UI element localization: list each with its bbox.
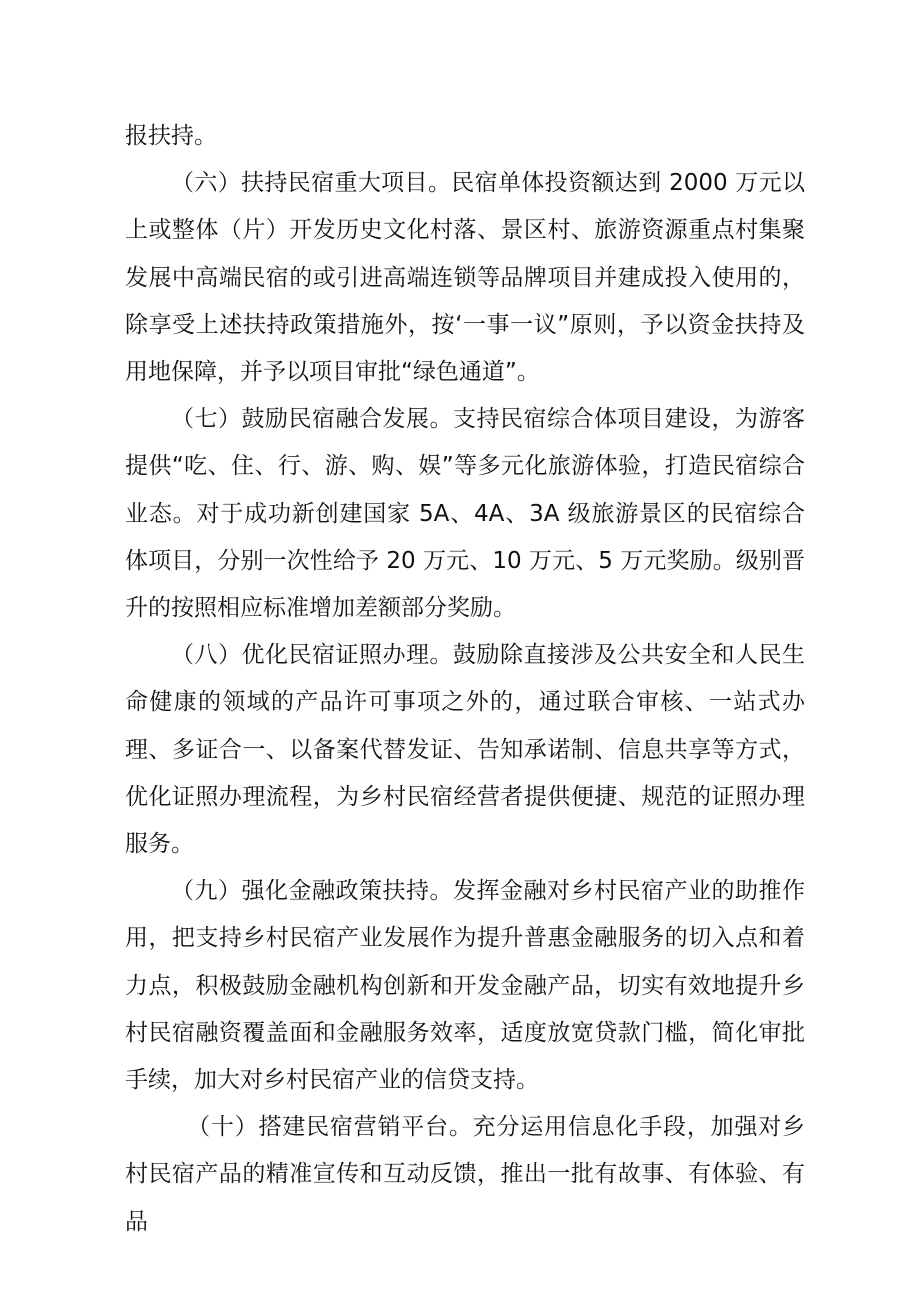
paragraph-item-8: （八）优化民宿证照办理。鼓励除直接涉及公共安全和人民生命健康的领域的产品许可事项之外的，通过联合审核、一站式办理、多证合一、以备案代替发证、告知承诺制、信息共享等方式，优化证照办理流程，为乡村民宿经营者提供便捷、规范的证照办理服务。 bbox=[125, 642, 805, 858]
document-body bbox=[125, 113, 805, 1246]
paragraph-item-6: （六）扶持民宿重大项目。民宿单体投资额达到 2000 万元以上或整体（片）开发历史文化村落、景区村、旅游资源重点村集聚发展中高端民宿的或引进高端连锁等品牌项目并建成投入使用的，除享受上述扶持政策措施外，按‘一事一议”原则，予以资金扶持及用地保障，并予以项目审批“绿色通道”。 bbox=[125, 170, 805, 386]
paragraph-item-9: （九）强化金融政策扶持。发挥金融对乡村民宿产业的助推作用，把支持乡村民宿产业发展作为提升普惠金融服务的切入点和着力点，积极鼓励金融机构创新和开发金融产品，切实有效地提升乡村民宿融资覆盖面和金融服务效率，适度放宽贷款门槛，简化审批手续，加大对乡村民宿产业的信贷支持。 bbox=[125, 878, 805, 1094]
paragraph-continuation: 报扶持。 bbox=[125, 123, 217, 149]
paragraph-item-7: （七）鼓励民宿融合发展。支持民宿综合体项目建设，为游客提供“吃、住、行、游、购、娱”等多元化旅游体验，打造民宿综合业态。对于成功新创建国家 5A、4A、3A 级旅游景区的民宿综合体项目，分别一次性给予 20 万元、10 万元、5 万元奖励。级别晋升的按照相应标准增加差额部分奖励。 bbox=[125, 406, 805, 622]
paragraph-item-10: （十）搭建民宿营销平台。充分运用信息化手段，加强对乡村民宿产品的精准宣传和互动反馈，推出一批有故事、有体验、有品 bbox=[125, 1114, 805, 1235]
